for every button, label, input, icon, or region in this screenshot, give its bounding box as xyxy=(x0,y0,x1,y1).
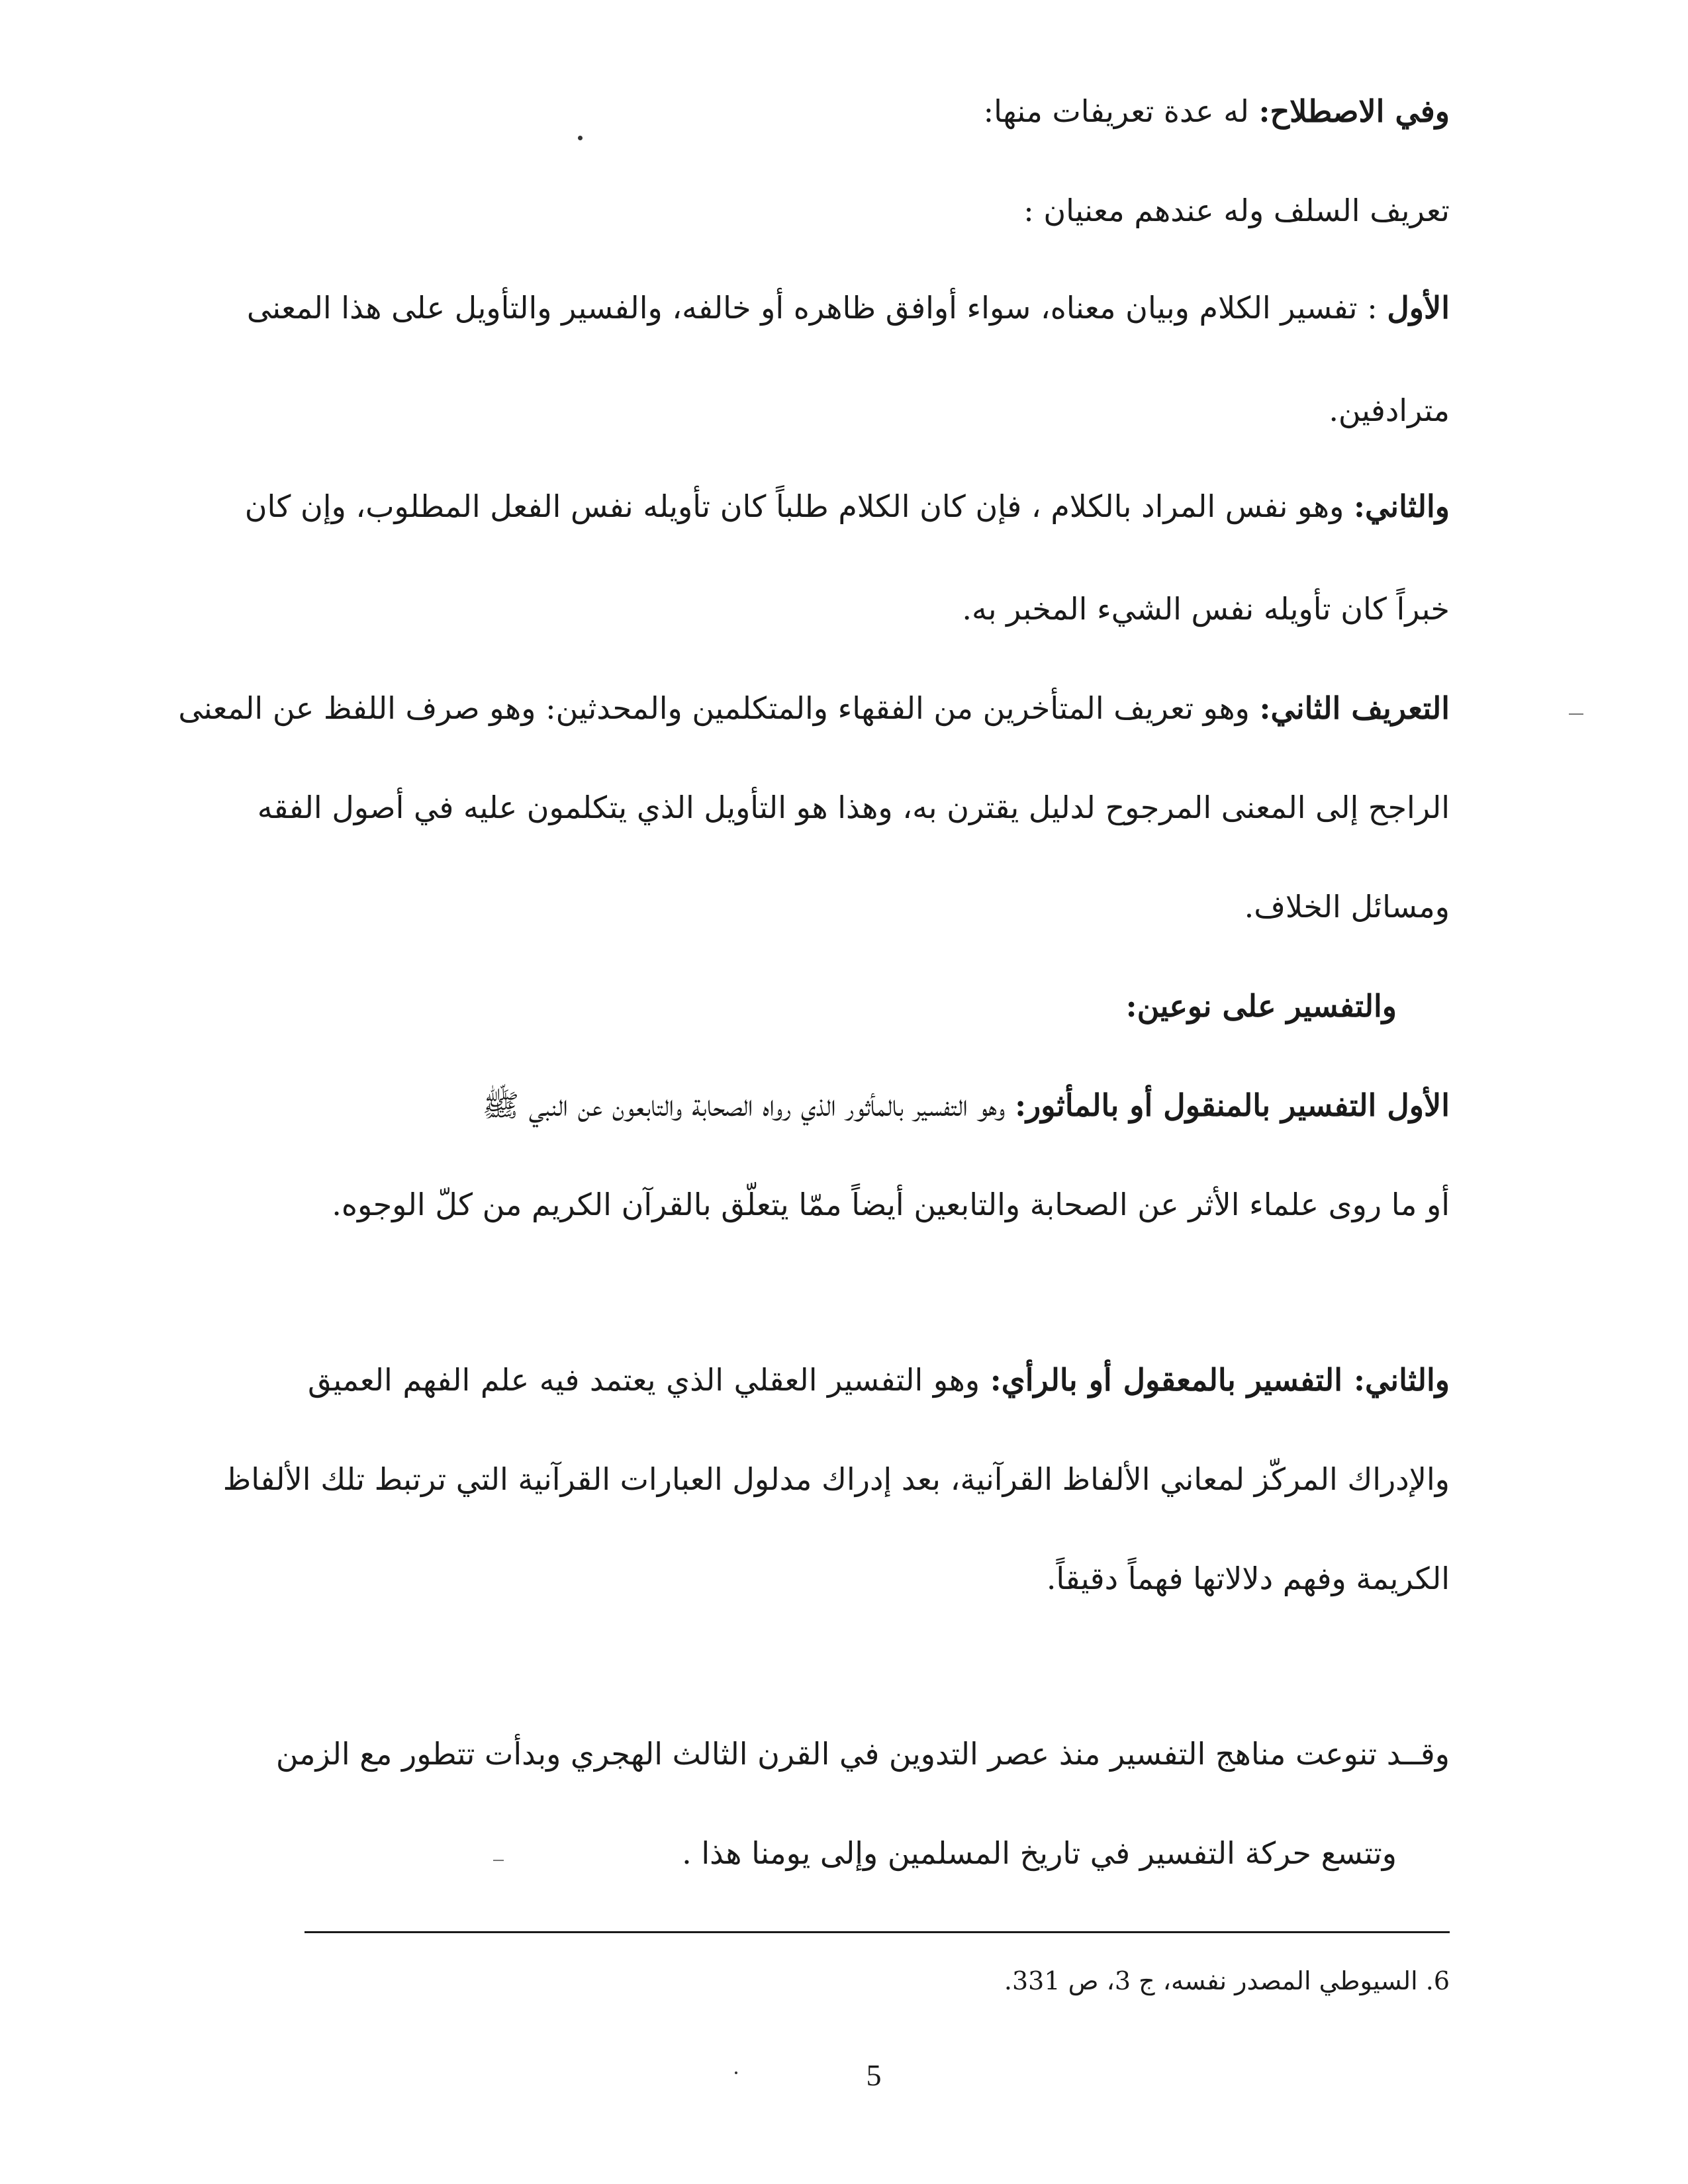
paragraph-second-meaning-line2: خبراً كان تأويله نفس الشيء المخبر به. xyxy=(962,591,1450,627)
paragraph-first-meaning-line2: مترادفين. xyxy=(1329,392,1450,428)
term-label: وفي الاصطلاح: xyxy=(1258,93,1450,129)
scan-speck xyxy=(578,136,583,140)
opinion-tafsir-label: والثاني: التفسير بالمعقول أو بالرأي: xyxy=(990,1362,1450,1398)
section-heading-two-types: والتفسير على نوعين: xyxy=(1125,988,1397,1024)
scan-speck xyxy=(735,2071,737,2074)
paragraph-second-meaning-line1: والثاني: وهو نفس المراد بالكلام ، فإن كان الكلام طلباً كان تأويله نفس الفعل المطلوب، وإن كان xyxy=(244,488,1450,524)
paragraph-second-definition-line1: التعريف الثاني: وهو تعريف المتأخرين من الفقهاء والمتكلمين والمحدثين: وهو صرف اللفظ عن المعنى xyxy=(178,690,1450,726)
footnote: 6. السيوطي المصدر نفسه، ج 3، ص 331. xyxy=(1004,1966,1450,1995)
paragraph-definition-intro: وفي الاصطلاح: له عدة تعريفات منها: xyxy=(983,93,1450,129)
second-label: والثاني: xyxy=(1353,488,1450,524)
paragraph-transmitted-tafsir-line1: الأول التفسير بالمنقول أو بالمأثور: وهو التفسير بالمأثور الذي رواه الصحابة والتابعون عن النبي ﷺ xyxy=(482,1087,1450,1123)
page-number: 5 xyxy=(866,2058,882,2092)
paragraph-transmitted-tafsir-line2: أو ما روى علماء الأثر عن الصحابة والتابعين أيضاً ممّا يتعلّق بالقرآن الكريم من كلّ الوجوه. xyxy=(332,1187,1450,1222)
paragraph-salaf-definition: تعريف السلف وله عندهم معنيان : xyxy=(1023,193,1450,228)
paragraph-methods-line1: وقــد تنوعت مناهج التفسير منذ عصر التدوين في القرن الثالث الهجري وبدأت تتطور مع الزمن xyxy=(275,1736,1450,1772)
first-label: الأول xyxy=(1387,290,1450,326)
footnote-separator xyxy=(305,1931,1450,1933)
second-definition-label: التعريف الثاني: xyxy=(1259,690,1450,726)
paragraph-methods-line2: وتتسع حركة التفسير في تاريخ المسلمين وإلى يومنا هذا . xyxy=(682,1835,1397,1871)
scan-mark xyxy=(1569,713,1583,715)
transmitted-tafsir-label: الأول التفسير بالمنقول أو بالمأثور: xyxy=(1015,1087,1450,1123)
paragraph-opinion-tafsir-line1: والثاني: التفسير بالمعقول أو بالرأي: وهو التفسير العقلي الذي يعتمد فيه علم الفهم العميق xyxy=(308,1362,1450,1398)
paragraph-first-meaning-line1: الأول : تفسير الكلام وبيان معناه، سواء أوافق ظاهره أو خالفه، والفسير والتأويل على هذا المعنى xyxy=(246,290,1450,326)
scan-mark xyxy=(493,1860,504,1861)
paragraph-opinion-tafsir-line2: والإدراك المركّز لمعاني الألفاظ القرآنية، بعد إدراك مدلول العبارات القرآنية التي ترتبط تلك الألفاظ xyxy=(222,1461,1450,1497)
paragraph-opinion-tafsir-line3: الكريمة وفهم دلالاتها فهماً دقيقاً. xyxy=(1046,1561,1450,1596)
paragraph-second-definition-line2: الراجح إلى المعنى المرجوح لدليل يقترن به، وهذا هو التأويل الذي يتكلمون عليه في أصول الفقه xyxy=(257,790,1450,825)
paragraph-second-definition-line3: ومسائل الخلاف. xyxy=(1244,889,1450,925)
